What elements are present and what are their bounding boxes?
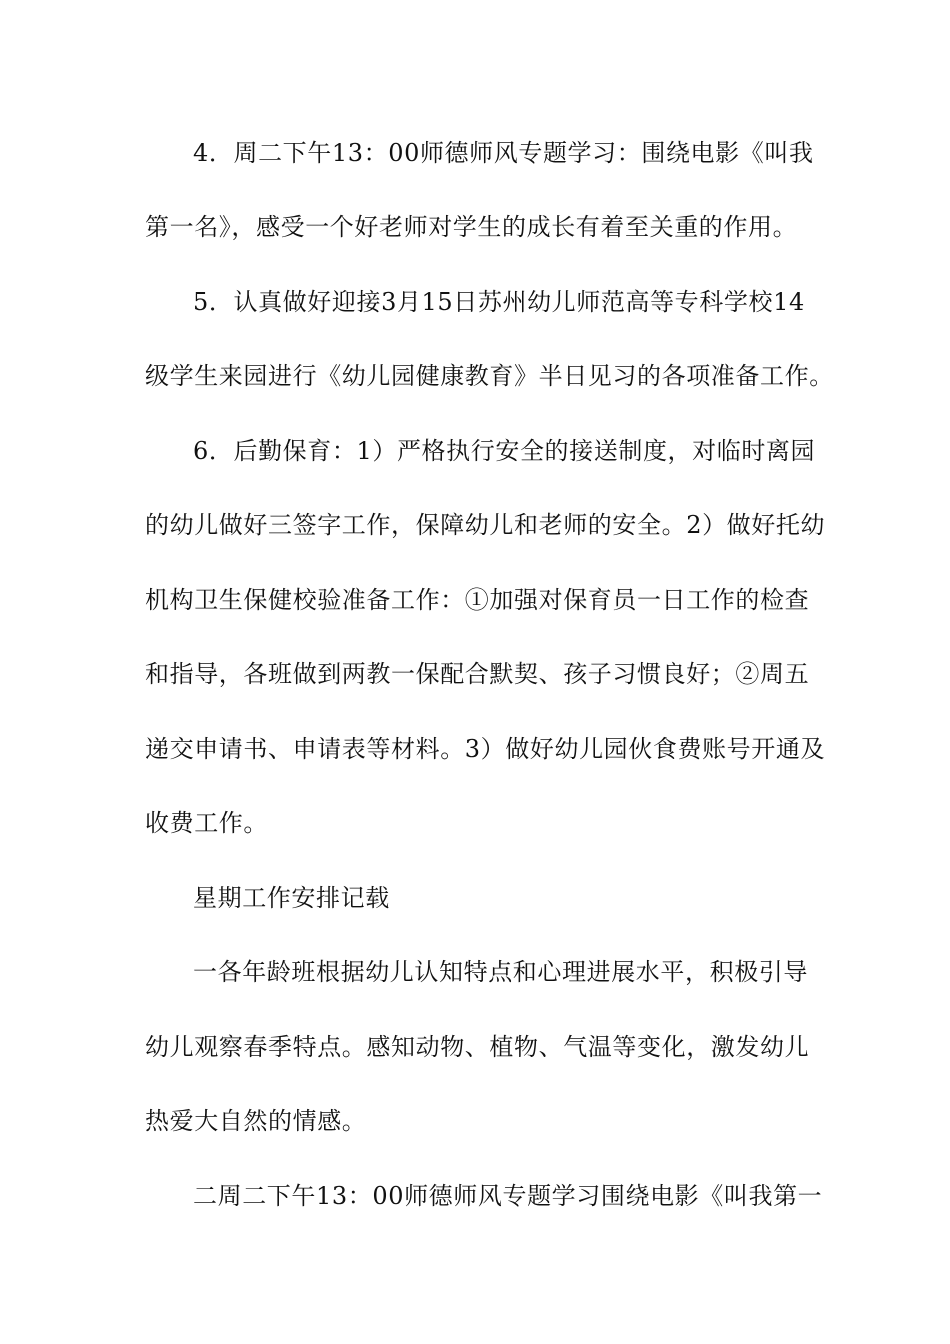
text-line-item6-sixth: 收费工作。 [145,809,268,837]
text-line-item6-fifth: 递交申请书、申请表等材料。3）做好幼儿园伙食费账号开通及 [145,735,826,763]
text-line-point1-second: 幼儿观察春季特点。感知动物、植物、气温等变化，激发幼儿 [145,1033,810,1061]
section-heading: 星期工作安排记载 [193,884,390,912]
text-line-point1-first: 一各年龄班根据幼儿认知特点和心理进展水平，积极引导 [193,958,808,986]
text-line-item6-first: 6．后勤保育：1）严格执行安全的接送制度，对临时离园 [193,437,816,465]
text-line-item4-first: 4．周二下午13：00师德师风专题学习：围绕电影《叫我 [193,139,814,167]
text-line-item6-fourth: 和指导，各班做到两教一保配合默契、孩子习惯良好；②周五 [145,660,810,688]
text-line-point1-third: 热爱大自然的情感。 [145,1107,367,1135]
text-line-item6-second: 的幼儿做好三签字工作，保障幼儿和老师的安全。2）做好托幼 [145,511,826,539]
text-line-item5-first: 5．认真做好迎接3月15日苏州幼儿师范高等专科学校14 [193,288,805,316]
text-line-item5-second: 级学生来园进行《幼儿园健康教育》半日见习的各项准备工作。 [145,362,834,390]
text-line-item6-third: 机构卫生保健校验准备工作：①加强对保育员一日工作的检查 [145,586,810,614]
text-line-item4-second: 第一名》，感受一个好老师对学生的成长有着至关重的作用。 [145,213,798,241]
text-line-point2-first: 二周二下午13：00师德师风专题学习围绕电影《叫我第一 [193,1182,823,1210]
